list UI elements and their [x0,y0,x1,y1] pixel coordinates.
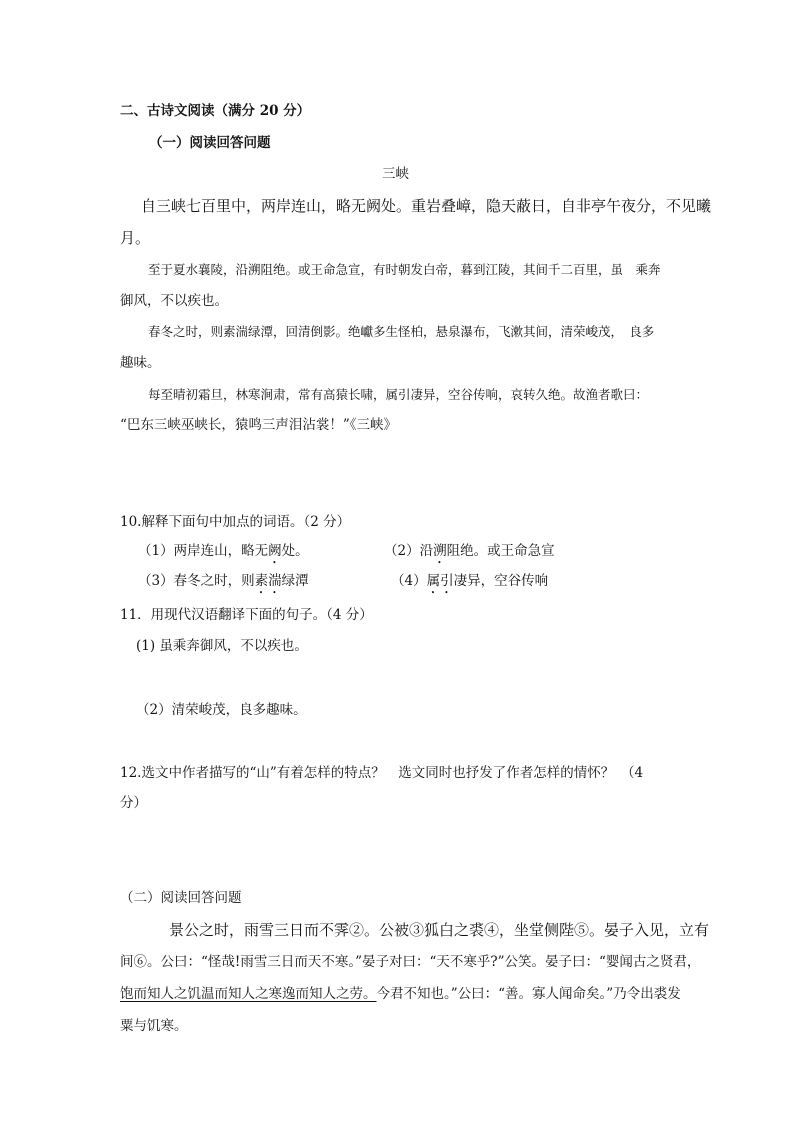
question-12-line1: 12.选文中作者描写的“山”有着怎样的特点？ 选文同时也抒发了作者怎样的情怀？ （4 [120,765,644,781]
passage-p3-line1: 春冬之时，则素湍绿潭，回清倒影。绝巘多生怪柏，悬泉瀑布，飞漱其间，清荣峻茂， 良多 [148,324,655,339]
question-11-sentence-1: (1) 虽乘奔御风，不以疾也。 [136,638,308,654]
passage-p3-line2: 趣味。 [120,355,161,371]
passage2-line1: 景公之时，雨雪三日而不霁②。公被③狐白之裘④，坐堂侧陛⑤。晏子入见，立有 [169,921,710,939]
underlined-sentence: 饱而知人之饥温而知人之寒逸而知人之劳。 [120,986,377,1002]
part1-heading: （一）阅读回答问题 [149,135,271,151]
question-11-stem: 11．用现代汉语翻译下面的句子。（4 分） [120,607,373,623]
question-12-line2: 分） [120,795,147,811]
part2-heading: （二）阅读回答问题 [120,890,242,906]
passage-p4-line2: “巴东三峡巫峡长，猿鸣三声泪沾裳！”《三峡》 [120,417,398,433]
passage2-line3: 饱而知人之饥温而知人之寒逸而知人之劳。今君不知也。”公曰：“善。寡人闻命矣。”乃令出裘发 [120,986,681,1002]
passage-p4-line1: 每至晴初霜旦，林寒涧肃，常有高猿长啸，属引凄异，空谷传响，哀转久绝。故渔者歌曰： [148,387,649,402]
passage-p1-line2: 月。 [120,229,151,247]
passage-p2-line2: 御风，不以疾也。 [120,293,228,309]
passage2-line4: 粟与饥寒。 [120,1018,188,1034]
passage-title: 三峡 [382,166,409,182]
question-10-stem: 10.解释下面句中加点的词语。（2 分） [120,514,351,530]
passage-p2-line1: 至于夏水襄陵，沿溯阻绝。或王命急宣，有时朝发白帝，暮到江陵，其间千二百里，虽 乘奔 [148,262,661,277]
section-title: 二、古诗文阅读（满分 20 分） [120,103,311,119]
question-10-item-1: （1）两岸连山，略无阙处。 [138,543,309,559]
passage2-line2: 间⑥。公曰：“怪哉!雨雪三日而天不寒。”晏子对曰：“天不寒乎?”公笑。晏子曰：“婴闻古之贤君， [120,954,701,970]
question-11-sentence-2: （2）清荣峻茂，良多趣味。 [136,702,307,718]
passage-p1-line1: 自三峡七百里中，两岸连山，略无阙处。重岩叠嶂，隐天蔽日，自非亭午夜分，不见曦 [141,197,712,215]
question-10-item-2: （2）沿溯阻绝。或王命急宣 [384,543,555,559]
question-10-item-4: （4）属引凄异，空谷传响 [391,573,549,589]
question-10-item-3: （3）春冬之时，则素湍绿潭 [138,573,309,589]
